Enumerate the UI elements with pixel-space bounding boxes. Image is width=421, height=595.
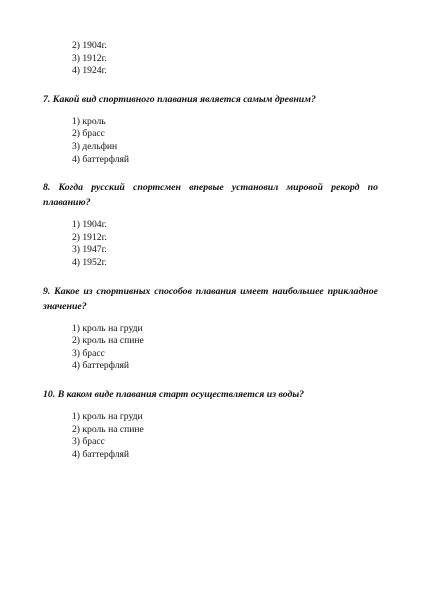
option-item: 4) 1924г. xyxy=(72,65,107,77)
question-options xyxy=(72,323,421,373)
option-item: 2) 1912г. xyxy=(72,231,107,243)
option-item: 1) кроль xyxy=(72,115,106,127)
option-item: 3) дельфин xyxy=(72,140,118,152)
question-text: 10. В каком виде плавания старт осуществляется из воды? xyxy=(43,388,305,400)
question-options xyxy=(72,219,421,269)
option-item: 4) баттерфляй xyxy=(72,360,130,372)
question-10 xyxy=(0,387,421,461)
option-item: 1) 1904г. xyxy=(72,219,107,231)
option-item: 2) брасс xyxy=(72,128,105,140)
question-text: 9. Какое из спортивных способов плавания имеет наибольшее прикладное значение? xyxy=(43,285,378,312)
option-item: 2) 1904г. xyxy=(72,40,107,51)
question-9 xyxy=(0,284,421,373)
question-options xyxy=(72,116,421,166)
option-item: 3) 1947г. xyxy=(72,244,107,256)
previous-question-options xyxy=(72,40,421,78)
option-item: 3) брасс xyxy=(72,347,105,359)
option-item: 3) брасс xyxy=(72,436,105,448)
option-item: 2) кроль на спине xyxy=(72,423,144,435)
question-options xyxy=(72,411,421,461)
option-item: 4) баттерфляй xyxy=(72,153,130,165)
question-text: 8. Когда русский спортсмен впервые установил мировой рекорд по плаванию? xyxy=(43,182,378,209)
option-item: 1) кроль на груди xyxy=(72,322,143,334)
option-item: 4) 1952г. xyxy=(72,256,107,268)
question-7 xyxy=(0,92,421,166)
option-item: 3) 1912г. xyxy=(72,52,107,64)
option-item: 1) кроль на груди xyxy=(72,410,143,422)
question-8 xyxy=(0,180,421,269)
option-item: 2) кроль на спине xyxy=(72,335,144,347)
option-item: 4) баттерфляй xyxy=(72,448,130,460)
question-text: 7. Какой вид спортивного плавания является самым древним? xyxy=(43,93,316,105)
